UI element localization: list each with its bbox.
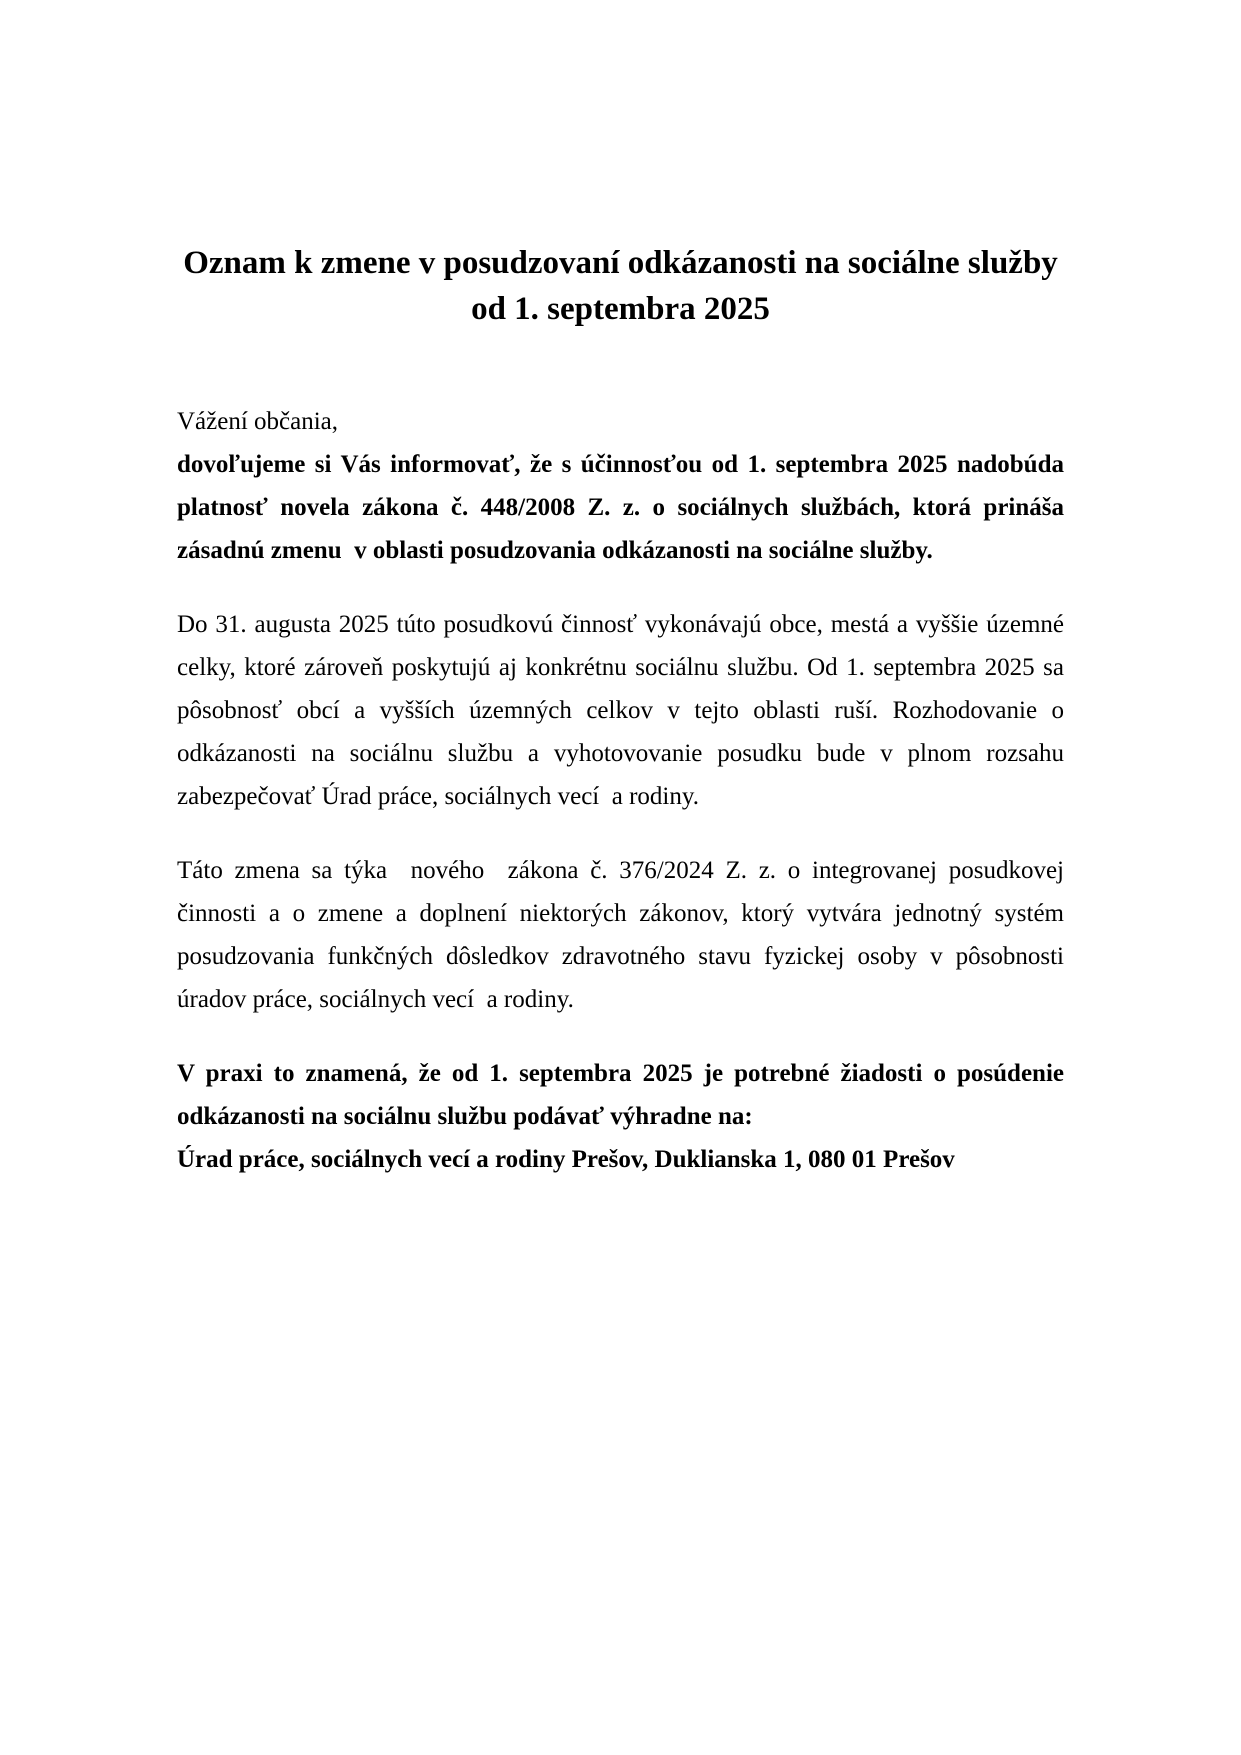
- document-title-line-1: Oznam k zmene v posudzovaní odkázanosti na sociálne služby: [183, 245, 1058, 281]
- paragraph-new-law: Táto zmena sa týka nového zákona č. 376/2024 Z. z. o integrovanej posudkovej činnosti a o zmene a doplnení niektorých zákonov, ktorý vytvára jednotný systém posudzovania funkčných dôsledkov zdravotného stavu fyzickej osoby v pôsobnosti úradov práce, sociálnych vecí a rodiny.: [177, 857, 1071, 1013]
- paragraph-current-state: Do 31. augusta 2025 túto posudkovú činnosť vykonávajú obce, mestá a vyššie územné celky, ktoré zároveň poskytujú aj konkrétnu sociálnu službu. Od 1. septembra 2025 sa pôsobnosť obcí a vyšších územných celkov v tejto oblasti ruší. Rozhodovanie o odkázanosti na sociálnu službu a vyhotovovanie posudku bude v plnom rozsahu zabezpečovať Úrad práce, sociálnych vecí a rodiny.: [177, 611, 1071, 810]
- document-title: [177, 240, 1064, 332]
- document-body: [177, 400, 1071, 1181]
- office-address: Úrad práce, sociálnych vecí a rodiny Prešov, Duklianska 1, 080 01 Prešov: [177, 1146, 955, 1173]
- salutation: Vážení občania,: [177, 408, 339, 435]
- paragraph-practice: V praxi to znamená, že od 1. septembra 2025 je potrebné žiadosti o posúdenie odkázanosti na sociálnu službu podávať výhradne na:: [177, 1060, 1071, 1130]
- document-title-line-2: od 1. septembra 2025: [471, 291, 770, 327]
- paragraph-intro: dovoľujeme si Vás informovať, že s účinnosťou od 1. septembra 2025 nadobúda platnosť novela zákona č. 448/2008 Z. z. o sociálnych službách, ktorá prináša zásadnú zmenu v oblasti posudzovania odkázanosti na sociálne služby.: [177, 451, 1071, 564]
